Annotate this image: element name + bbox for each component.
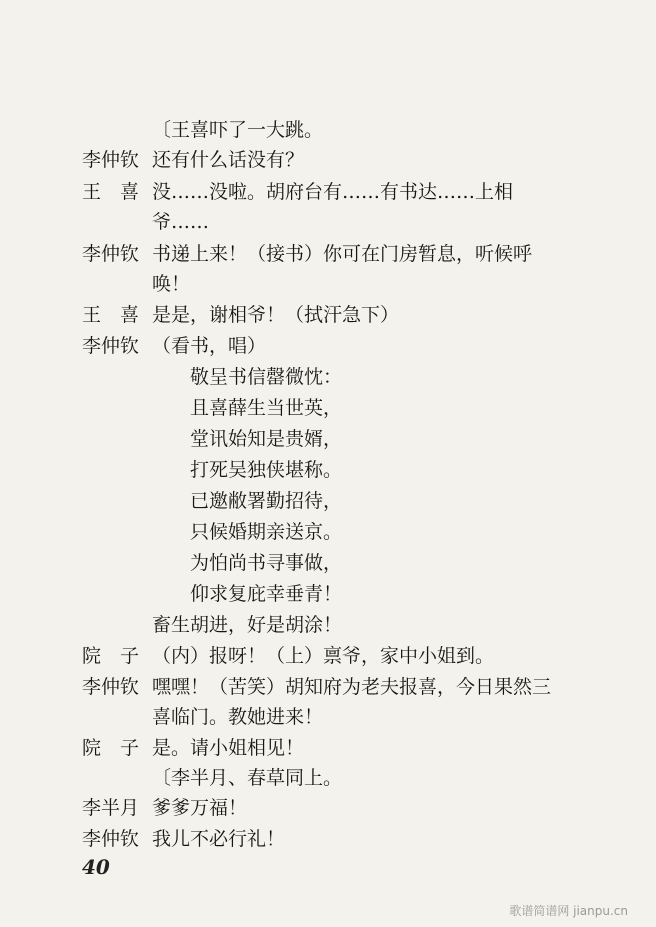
sung-verse: 已邀敝署勤招待，	[190, 490, 343, 512]
dialogue-line: 是是，谢相爷！（拭汗急下）	[152, 304, 400, 326]
sung-verse: 为怕尚书寻事做，	[190, 552, 343, 574]
speaker-name: 李仲钦	[82, 149, 140, 171]
sung-verse: 打死吴独侠堪称。	[190, 459, 343, 481]
dialogue-line: 我儿不必行礼！	[152, 828, 286, 850]
speaker-name: 李仲钦	[82, 335, 140, 357]
page-number: 40	[82, 855, 110, 879]
speaker-name: 院 子	[82, 737, 140, 759]
speaker-name: 李仲钦	[82, 243, 140, 265]
dialogue-line: （内）报呀！（上）禀爷，家中小姐到。	[152, 645, 495, 667]
stage-direction: 〔李半月、春草同上。	[152, 767, 343, 789]
dialogue-continuation: 喜临门。教她进来！	[152, 706, 324, 728]
dialogue-line: 是。请小姐相见！	[152, 737, 305, 759]
dialogue-line: 还有什么话没有？	[152, 149, 305, 171]
sung-verse: 只候婚期亲送京。	[190, 521, 343, 543]
speaker-name: 李仲钦	[82, 676, 140, 698]
speaker-name: 李半月	[82, 797, 140, 819]
dialogue-continuation: 唤！	[152, 273, 191, 295]
dialogue-line: （看书，唱）	[152, 335, 267, 357]
watermark: 歌谱简谱网 jianpu.cn	[509, 904, 628, 918]
speaker-name: 王 喜	[82, 304, 140, 326]
dialogue-line: 嘿嘿！（苦笑）胡知府为老夫报喜，今日果然三	[152, 676, 552, 698]
dialogue-continuation: 爷……	[152, 211, 210, 233]
dialogue-line: 书递上来！（接书）你可在门房暂息，听候呼	[152, 243, 533, 265]
sung-verse: 且喜薛生当世英，	[190, 397, 343, 419]
sung-verse: 堂讯始知是贵婿，	[190, 428, 343, 450]
stage-direction: 〔王喜吓了一大跳。	[152, 119, 324, 141]
speaker-name: 王 喜	[82, 181, 140, 203]
dialogue-continuation: 畜生胡进，好是胡涂！	[152, 614, 343, 636]
sung-verse: 仰求复庇幸垂青！	[190, 583, 343, 605]
sung-verse: 敬呈书信罄微忱：	[190, 366, 343, 388]
speaker-name: 院 子	[82, 645, 140, 667]
speaker-name: 李仲钦	[82, 828, 140, 850]
dialogue-line: 爹爹万福！	[152, 797, 248, 819]
dialogue-line: 没……没啦。胡府台有……有书达……上相	[152, 181, 514, 203]
